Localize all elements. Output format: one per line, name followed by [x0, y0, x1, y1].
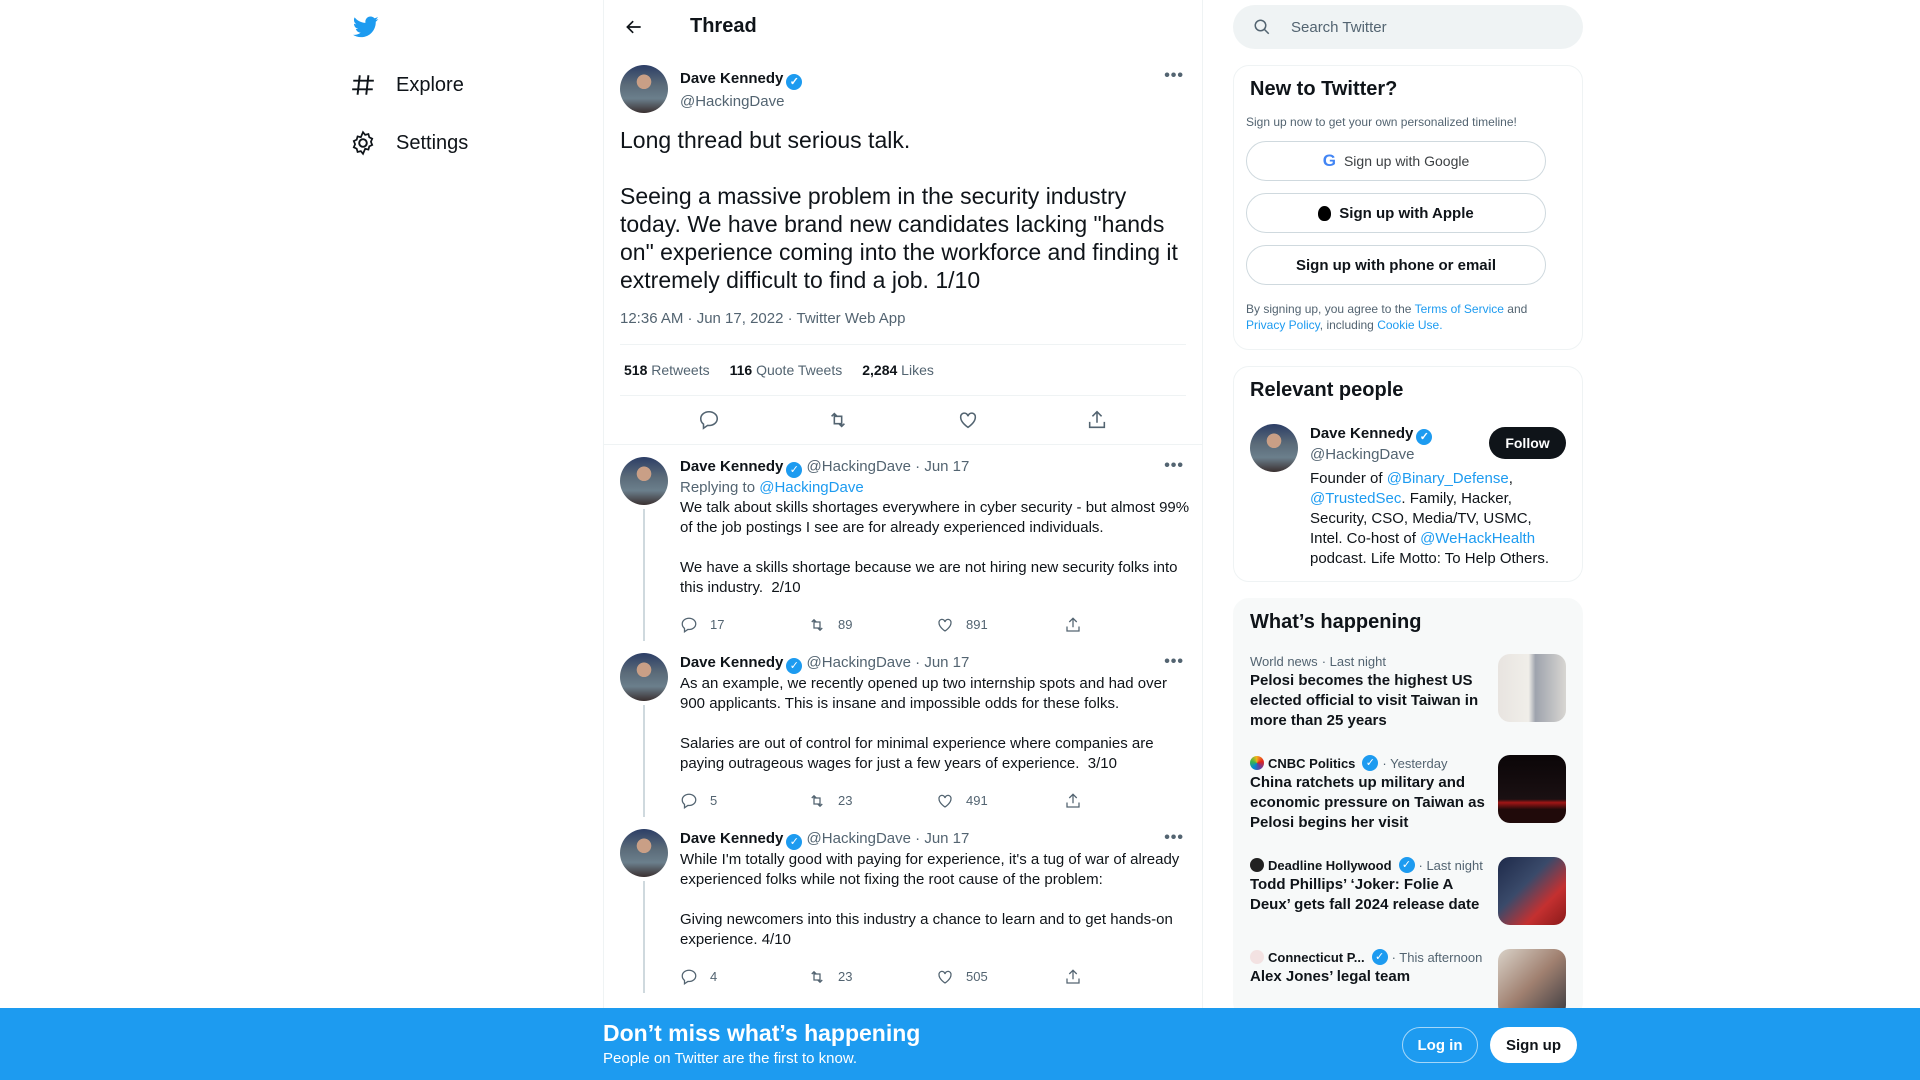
avatar[interactable] [1250, 424, 1298, 472]
more-options-icon[interactable]: ••• [1164, 829, 1184, 846]
cookie-link[interactable]: Cookie Use. [1377, 318, 1443, 332]
thread-reply[interactable] [604, 817, 1202, 993]
trend-source: Connecticut P... [1268, 949, 1365, 965]
trend-headline: Todd Phillips’ ‘Joker: Folie A Deux’ gets fall 2024 release date [1250, 876, 1480, 913]
likes-stat[interactable] [862, 362, 934, 378]
trend-source: World news [1250, 654, 1318, 669]
whats-happening-box [1233, 598, 1583, 1018]
happening-title: What’s happening [1250, 611, 1422, 633]
retweet-count: 23 [838, 969, 853, 984]
signup-apple-label: Sign up with Apple [1339, 204, 1474, 222]
google-icon: G [1322, 151, 1336, 170]
legal-text: and [1507, 302, 1528, 316]
reply-count: 4 [710, 969, 718, 984]
nav-explore-label: Explore [396, 73, 464, 96]
relevant-title: Relevant people [1250, 379, 1404, 401]
ctpost-logo-icon [1250, 950, 1264, 964]
deadline-logo-icon [1250, 858, 1264, 872]
reply-icon[interactable] [680, 616, 698, 634]
quotes-count: 116 [729, 362, 753, 378]
author-name[interactable]: Dave Kennedy [680, 654, 784, 671]
tos-link[interactable]: Terms of Service [1414, 302, 1504, 316]
retweet-icon[interactable] [808, 968, 826, 986]
trend-item[interactable] [1250, 937, 1566, 1018]
thread-line [643, 705, 645, 817]
reply-icon[interactable] [698, 409, 720, 431]
reply-count: 5 [710, 793, 718, 808]
author-name[interactable]: Dave Kennedy [680, 70, 784, 87]
banner-title: Don’t miss what’s happening [603, 1020, 921, 1046]
tweet-text: Long thread but serious talk. Seeing a massive problem in the security industry today. We have brand new candidates lacking "hands on" experience coming into the workforce and finding it extremely difficult to find a job. 1/10 [620, 127, 1178, 293]
like-icon[interactable] [936, 968, 954, 986]
follow-button[interactable]: Follow [1489, 427, 1566, 459]
signup-button[interactable]: Sign up [1490, 1027, 1577, 1063]
like-count: 891 [966, 617, 988, 632]
main-tweet [604, 53, 1202, 445]
thread-line [643, 881, 645, 993]
verified-badge-icon: ✓ [786, 658, 802, 674]
signup-google-button[interactable] [1246, 141, 1546, 181]
verified-badge-icon: ✓ [786, 462, 802, 478]
verified-badge-icon: ✓ [786, 74, 802, 90]
trend-item[interactable] [1250, 743, 1566, 845]
likes-count: 2,284 [862, 362, 898, 378]
trend-image [1498, 949, 1566, 1017]
bio-text: Founder of [1310, 470, 1383, 487]
login-button[interactable]: Log in [1402, 1027, 1478, 1063]
tweet-date[interactable]: · Jun 17 [915, 654, 970, 671]
author-name[interactable]: Dave Kennedy [680, 830, 784, 847]
like-icon[interactable] [957, 409, 979, 431]
author-handle[interactable]: @HackingDave [806, 654, 911, 671]
quotes-label: Quote Tweets [756, 362, 843, 378]
tweet-date[interactable]: · Jun 17 [915, 830, 970, 847]
nav-settings[interactable] [350, 130, 468, 156]
trend-item[interactable] [1250, 845, 1566, 937]
person-handle[interactable]: @HackingDave [1310, 446, 1415, 463]
signup-legal [1246, 301, 1566, 333]
like-icon[interactable] [936, 616, 954, 634]
avatar[interactable] [620, 457, 668, 505]
author-handle[interactable]: @HackingDave [806, 458, 911, 475]
legal-text: , including [1319, 318, 1374, 332]
thread-line [643, 509, 645, 641]
back-arrow-icon[interactable] [624, 17, 644, 37]
signup-box [1233, 65, 1583, 350]
like-icon[interactable] [936, 792, 954, 810]
likes-label: Likes [901, 362, 934, 378]
retweet-icon[interactable] [808, 616, 826, 634]
verified-badge-icon: ✓ [786, 834, 802, 850]
author-handle[interactable]: @HackingDave [806, 830, 911, 847]
retweet-count: 23 [838, 793, 853, 808]
tweet-text: As an example, we recently opened up two internship spots and had over 900 applicants. This is insane and impossible odds for these folks. Salaries are out of control for minimal experience where companies are paying outrageous wages for just a few years of experience. 3/10 [680, 675, 1167, 772]
privacy-link[interactable]: Privacy Policy [1246, 318, 1320, 332]
tweet-stats [620, 345, 1186, 396]
legal-text: By signing up, you agree to the [1246, 302, 1412, 316]
trend-item[interactable] [1250, 642, 1566, 743]
hashtag-icon [350, 72, 376, 98]
trend-source: CNBC Politics [1268, 755, 1356, 771]
signup-subtitle: Sign up now to get your own personalized timeline! [1246, 115, 1517, 129]
tweet-date[interactable]: · Jun 17 [915, 458, 970, 475]
nav-settings-label: Settings [396, 131, 469, 154]
bio-text: , [1508, 470, 1513, 487]
retweets-stat[interactable] [624, 362, 710, 378]
share-icon[interactable] [1064, 792, 1082, 810]
thread-header [604, 0, 1202, 53]
trend-image [1498, 755, 1566, 823]
right-sidebar [1233, 0, 1583, 1018]
replying-label: Replying to [680, 479, 756, 496]
trend-image [1498, 654, 1566, 722]
thread-column [603, 0, 1203, 1080]
author-handle[interactable]: @HackingDave [680, 93, 785, 110]
tweet-text: We talk about skills shortages everywhere in cyber security - but almost 99% of the job postings I see are for already experienced individuals. We have a skills shortage because we are not hiring new security folks into this industry. 2/10 [680, 499, 1190, 596]
trend-image [1498, 857, 1566, 925]
signup-google-label: Sign up with Google [1343, 153, 1470, 169]
reply-count: 17 [710, 617, 725, 632]
verified-badge-icon: ✓ [1372, 949, 1388, 965]
like-count: 505 [966, 969, 988, 984]
page-title: Thread [690, 15, 757, 37]
signup-banner [0, 1008, 1920, 1080]
thread-reply[interactable] [604, 445, 1202, 641]
search-icon [1253, 18, 1271, 36]
retweets-label: Retweets [651, 362, 710, 378]
retweet-icon[interactable] [808, 792, 826, 810]
tweet-text: While I'm totally good with paying for experience, it's a tug of war of already experienced folks while not fixing the root cause of the problem: Giving newcomers into this industry a chance to learn and to get hands-on experience. 4/10 [680, 851, 1180, 948]
twitter-logo-icon[interactable] [352, 14, 380, 40]
verified-badge-icon: ✓ [1416, 429, 1432, 445]
trend-source: Deadline Hollywood [1268, 857, 1392, 873]
thread-reply[interactable] [604, 641, 1202, 817]
share-icon[interactable] [1086, 409, 1108, 431]
retweet-icon[interactable] [827, 409, 849, 431]
trend-time: · This afternoon [1391, 949, 1483, 965]
person-name[interactable]: Dave Kennedy [1310, 425, 1414, 442]
trend-headline: China ratchets up military and economic pressure on Taiwan as Pelosi begins her visit [1250, 774, 1485, 831]
trend-time: · Yesterday [1382, 755, 1448, 771]
reply-icon[interactable] [680, 792, 698, 810]
retweet-count: 89 [838, 617, 853, 632]
avatar[interactable] [620, 653, 668, 701]
trend-headline: Pelosi becomes the highest US elected official to visit Taiwan in more than 25 years [1250, 672, 1479, 729]
signup-phone-button[interactable] [1246, 245, 1546, 285]
apple-icon [1318, 206, 1331, 221]
reply-icon[interactable] [680, 968, 698, 986]
bio-text: . Family, Hacker, Security, CSO, Media/TV, USMC, Intel. Co-host of [1310, 490, 1532, 547]
avatar[interactable] [620, 65, 668, 113]
nav-explore[interactable] [350, 72, 464, 98]
avatar[interactable] [620, 829, 668, 877]
quotes-stat[interactable] [730, 362, 843, 378]
search-input[interactable] [1233, 5, 1583, 49]
more-options-icon[interactable]: ••• [1164, 457, 1184, 474]
author-name[interactable]: Dave Kennedy [680, 458, 784, 475]
share-icon[interactable] [1064, 616, 1082, 634]
banner-subtitle: People on Twitter are the first to know. [603, 1050, 858, 1067]
verified-badge-icon: ✓ [1399, 857, 1415, 873]
signup-apple-button[interactable] [1246, 193, 1546, 233]
verified-badge-icon: ✓ [1362, 755, 1378, 771]
signup-title: New to Twitter? [1250, 78, 1398, 100]
relevant-people-box [1233, 366, 1583, 582]
signup-phone-label: Sign up with phone or email [1295, 256, 1496, 274]
trend-time: · Last night [1418, 857, 1483, 873]
person-card[interactable] [1250, 424, 1566, 569]
bio-link[interactable]: @WeHackHealth [1420, 530, 1536, 547]
more-options-icon[interactable]: ••• [1164, 67, 1184, 84]
bio-text: podcast. Life Motto: To Help Others. [1310, 550, 1550, 567]
like-count: 491 [966, 793, 988, 808]
cnbc-logo-icon [1250, 756, 1264, 770]
more-options-icon[interactable]: ••• [1164, 653, 1184, 670]
trend-time: · Last night [1321, 654, 1387, 669]
bio-link[interactable]: @Binary_Defense [1386, 470, 1509, 487]
retweets-count: 518 [624, 362, 648, 378]
share-icon[interactable] [1064, 968, 1082, 986]
person-bio [1310, 469, 1566, 569]
tweet-actions [604, 396, 1202, 445]
tweet-timestamp[interactable]: 12:36 AM · Jun 17, 2022 · Twitter Web App [620, 310, 1186, 345]
gear-icon [350, 130, 376, 156]
bio-link[interactable]: @TrustedSec [1310, 490, 1402, 507]
search-placeholder: Search Twitter [1291, 18, 1387, 36]
replying-to-link[interactable]: @HackingDave [759, 479, 864, 496]
trend-headline: Alex Jones’ legal team [1250, 968, 1411, 985]
